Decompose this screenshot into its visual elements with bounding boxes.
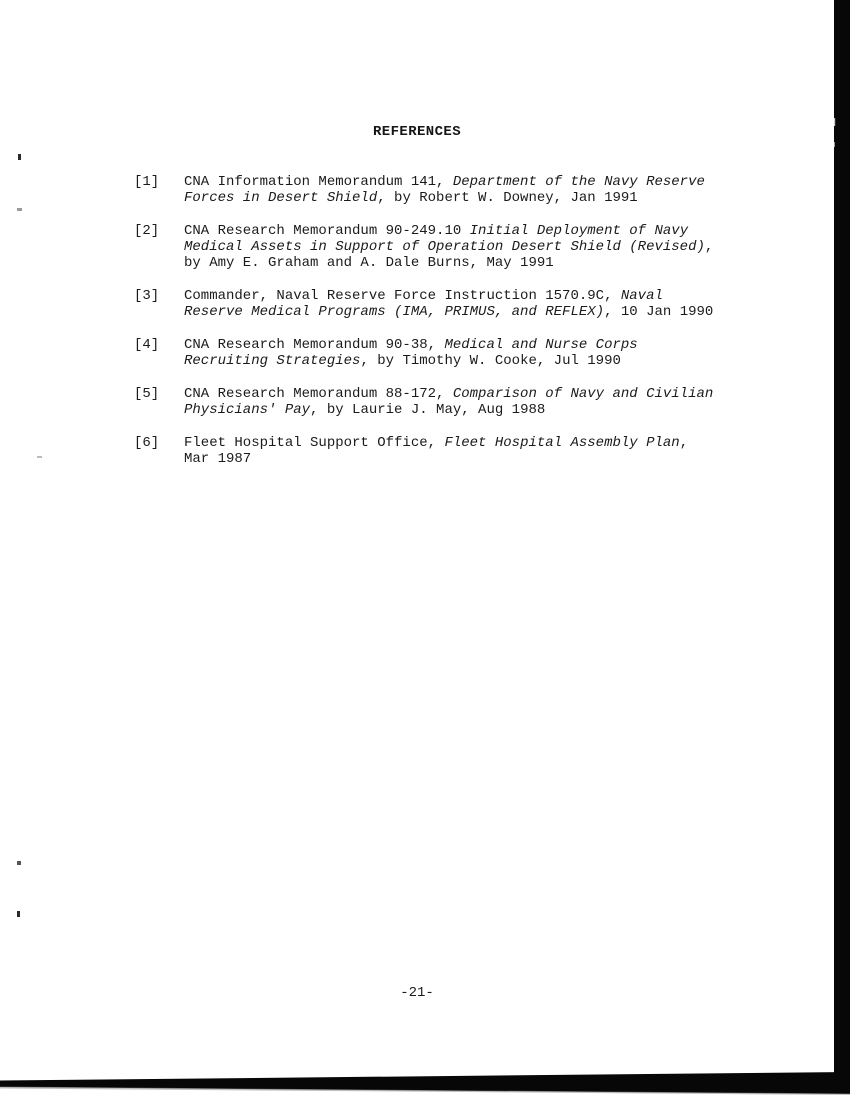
reference-text-segment: Fleet Hospital Support Office,	[184, 435, 445, 451]
reference-label: [4]	[134, 337, 160, 353]
reference-text	[184, 223, 794, 271]
reference-text	[184, 337, 794, 369]
reference-title-segment: Fleet Hospital Assembly Plan	[444, 435, 680, 451]
reference-title-segment: Forces in Desert Shield	[184, 190, 378, 206]
page-number: -21-	[400, 985, 434, 1001]
reference-item	[134, 386, 794, 418]
reference-label: [3]	[134, 288, 160, 304]
scan-speck	[18, 154, 21, 160]
reference-text	[184, 435, 794, 467]
reference-title-segment: Department of the Navy Reserve	[452, 174, 705, 190]
reference-line	[184, 337, 794, 353]
reference-line	[184, 386, 794, 402]
references-list	[134, 174, 794, 484]
reference-label: [6]	[134, 435, 160, 451]
reference-line	[184, 239, 794, 255]
reference-text-segment: by Amy E. Graham and A. Dale Burns, May 1991	[184, 255, 554, 271]
scan-border-bottom	[0, 1072, 850, 1094]
reference-line	[184, 435, 794, 451]
scan-speck	[17, 861, 21, 865]
reference-text	[184, 386, 794, 418]
reference-text-segment: , by Robert W. Downey, Jan 1991	[377, 190, 638, 206]
scan-border-notch	[834, 142, 835, 147]
reference-text-segment: ,	[679, 435, 689, 451]
reference-line	[184, 255, 794, 271]
scan-speck	[17, 208, 22, 211]
reference-title-segment: Physicians' Pay	[184, 402, 311, 418]
reference-line	[184, 402, 794, 418]
reference-line	[184, 190, 794, 206]
reference-title-segment: Reserve Medical Programs (IMA, PRIMUS, and REFLEX)	[184, 304, 605, 320]
scan-speck	[17, 911, 20, 917]
reference-line	[184, 174, 794, 190]
reference-text-segment: , by Laurie J. May, Aug 1988	[310, 402, 546, 418]
reference-text-segment: Commander, Naval Reserve Force Instruction 1570.9C,	[184, 288, 621, 304]
reference-title-segment: Medical Assets in Support of Operation Desert Shield (Revised)	[184, 239, 705, 255]
reference-line	[184, 304, 794, 320]
reference-text-segment: Mar 1987	[184, 451, 252, 467]
reference-label: [2]	[134, 223, 160, 239]
reference-label: [1]	[134, 174, 160, 190]
reference-line	[184, 288, 794, 304]
reference-line	[184, 353, 794, 369]
reference-title-segment: Medical and Nurse Corps	[444, 337, 638, 353]
reference-item	[134, 223, 794, 271]
reference-title-segment: Initial Deployment of Navy	[469, 223, 689, 239]
reference-line	[184, 451, 794, 467]
reference-text-segment: CNA Research Memorandum 90-38,	[184, 337, 445, 353]
reference-item	[134, 435, 794, 467]
reference-line	[184, 223, 794, 239]
reference-text-segment: CNA Information Memorandum 141,	[184, 174, 453, 190]
reference-title-segment: Recruiting Strategies	[184, 353, 361, 369]
reference-title-segment: Naval	[620, 288, 663, 304]
page-title: REFERENCES	[372, 124, 461, 140]
reference-text-segment: ,	[704, 239, 714, 255]
reference-title-segment: Comparison of Navy and Civilian	[452, 386, 714, 402]
scan-border-fringe	[0, 1087, 850, 1096]
reference-item	[134, 174, 794, 206]
reference-text-segment: CNA Research Memorandum 90-249.10	[184, 223, 470, 239]
scan-speck	[37, 456, 42, 458]
reference-text	[184, 288, 794, 320]
reference-text-segment: , 10 Jan 1990	[604, 304, 714, 320]
reference-text-segment: CNA Research Memorandum 88-172,	[184, 386, 453, 402]
reference-item	[134, 337, 794, 369]
reference-text-segment: , by Timothy W. Cooke, Jul 1990	[360, 353, 621, 369]
reference-text	[184, 174, 794, 206]
reference-item	[134, 288, 794, 320]
reference-label: [5]	[134, 386, 160, 402]
scan-border-right	[834, 0, 850, 1090]
